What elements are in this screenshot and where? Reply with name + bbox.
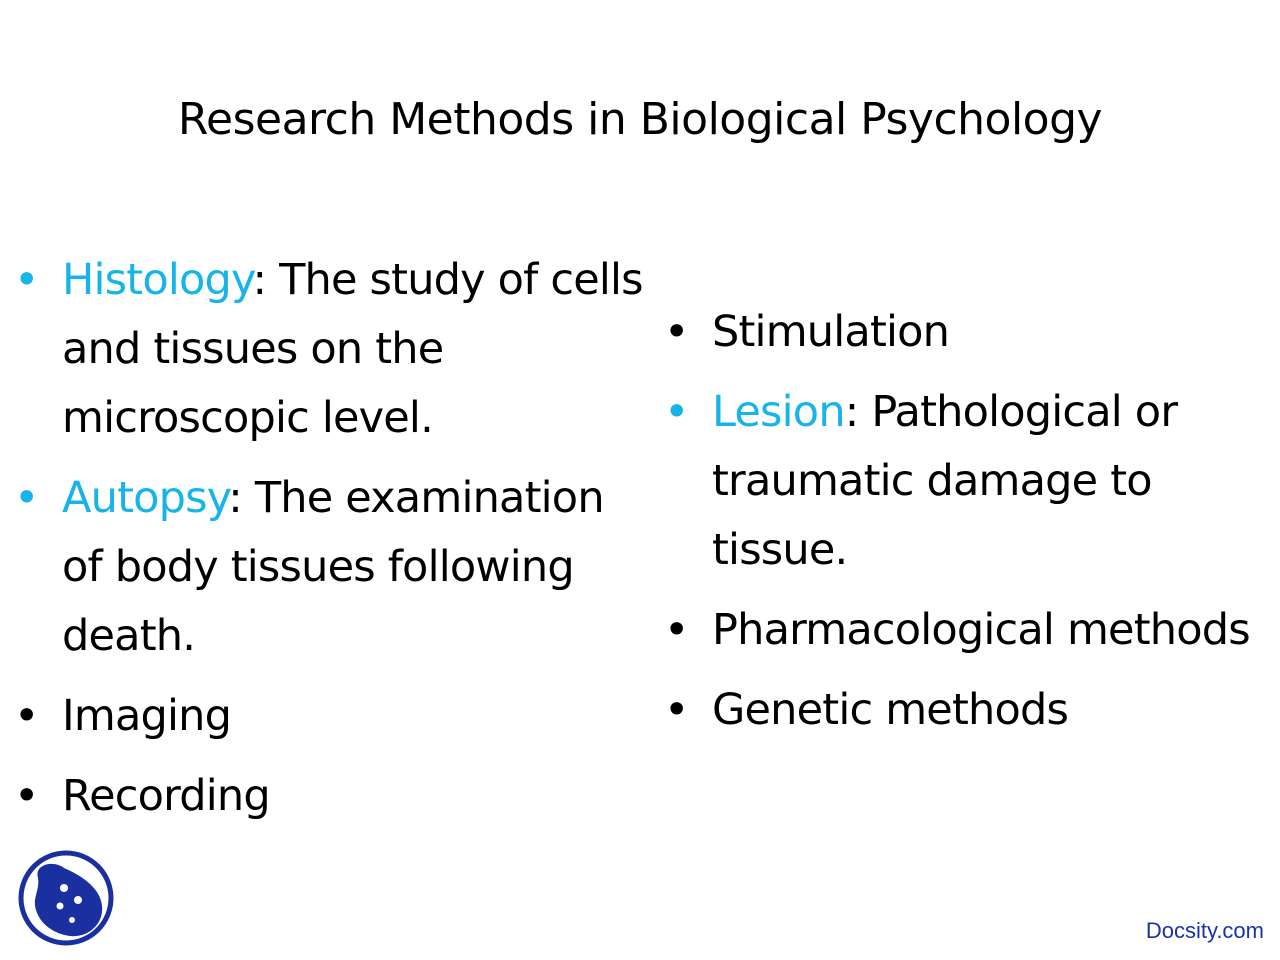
bullet-text-pharmacological: Pharmacological methods	[712, 605, 1250, 655]
docsity-logo-icon	[16, 848, 116, 948]
bullet-item-imaging	[14, 682, 654, 751]
bullet-item-lesion	[664, 378, 1274, 585]
slide-title: Research Methods in Biological Psychology	[177, 94, 1103, 145]
bullet-item-genetic	[664, 676, 1274, 745]
definition-lesion: : Pathological or traumatic damage to tissue.	[712, 387, 1178, 575]
bullet-icon: •	[14, 255, 39, 305]
bullet-text-recording: Recording	[62, 771, 270, 821]
bullet-icon: •	[664, 387, 689, 437]
definition-autopsy: : The examination of body tissues following death.	[62, 473, 604, 661]
bullet-item-pharmacological	[664, 596, 1274, 665]
left-bullet-list	[14, 246, 654, 842]
definition-histology: : The study of cells and tissues on the microscopic level.	[62, 255, 643, 443]
bullet-icon: •	[14, 691, 39, 741]
term-histology: Histology	[62, 255, 253, 305]
bullet-icon: •	[664, 605, 689, 655]
term-autopsy: Autopsy	[62, 473, 229, 523]
bullet-icon: •	[14, 771, 39, 821]
bullet-item-autopsy	[14, 464, 654, 671]
right-bullet-list	[664, 298, 1274, 756]
bullet-icon: •	[14, 473, 39, 523]
bullet-item-recording	[14, 762, 654, 831]
term-lesion: Lesion	[712, 387, 845, 437]
bullet-icon: •	[664, 685, 689, 735]
bullet-icon: •	[664, 307, 689, 357]
docsity-brand-link[interactable]: Docsity.com	[1145, 918, 1264, 943]
bullet-text-genetic: Genetic methods	[712, 685, 1069, 735]
bullet-text-imaging: Imaging	[62, 691, 232, 741]
bullet-item-histology	[14, 246, 654, 453]
bullet-text-stimulation: Stimulation	[712, 307, 950, 357]
bullet-item-stimulation	[664, 298, 1274, 367]
